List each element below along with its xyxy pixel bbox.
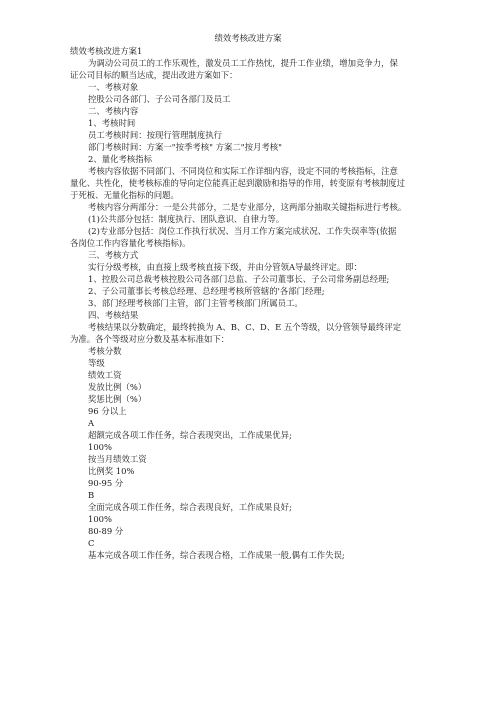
professional-part-line-2: 各岗位工作内容量化考核指标)。 xyxy=(70,238,191,248)
section-2-title: 二、考核内容 xyxy=(88,106,139,116)
indicator-paragraph-line-3: 于死板、无量化指标的问题。 xyxy=(70,190,179,200)
section-1-body: 控股公司各部门、子公司各部门及员工 xyxy=(88,94,231,104)
table-header-score: 考核分数 xyxy=(88,346,122,356)
row-c-score: 80-89 分 xyxy=(88,526,124,536)
row-b-score: 90-95 分 xyxy=(88,478,124,488)
intro-line-2: 证公司目标的顺当达成，提出改进方案如下： xyxy=(70,70,238,80)
table-header-grade: 等级 xyxy=(88,358,105,368)
indicator-paragraph-line-1: 考核内容依据不同部门、不同岗位和实际工作详细内容，设定不同的考核指标，注意 xyxy=(88,166,398,176)
method-line-3: 2、子公司董事长考核总经理、总经理考核所管辖的'各部门经理; xyxy=(88,286,325,296)
row-b-standard: 全面完成各项工作任务，综合表现良好，工作成果良好; xyxy=(88,502,292,512)
section-3-title: 三、考核方式 xyxy=(88,250,139,260)
row-b-grade: B xyxy=(88,490,95,500)
row-b-pay-ratio: 100% xyxy=(88,514,112,524)
result-paragraph-line-2: 为准。各个等级对应分数及基本标准如下： xyxy=(70,334,230,344)
content-parts-line: 考核内容分两部分：一是公共部分，二是专业部分，这两部分抽取关键指标进行考核。 xyxy=(88,202,407,212)
row-c-standard: 基本完成各项工作任务，综合表现合格，工作成果一般,偶有工作失误; xyxy=(88,550,345,560)
indicator-paragraph-line-2: 量化、共性化，使考核标准的导向定位能真正起到激励和指导的作用，转变原有考核制度过 xyxy=(70,178,405,188)
document-title: 绩效考核改进方案 xyxy=(214,33,282,43)
method-line-4: 3、部门经理考核部门主管，部门主管考核部门所属员工。 xyxy=(88,298,303,308)
department-review-time: 部门考核时间：方案一"按季考核" 方案二"按月考核" xyxy=(88,142,282,152)
intro-line-1: 为调动公司员工的工作乐观性，激发员工工作热忱，提升工作业绩，增加竞争力，保 xyxy=(88,58,398,68)
subsection-1-title: 1、考核时间 xyxy=(88,118,136,128)
subsection-2-title: 2、量化考核指标 xyxy=(88,154,152,164)
row-a-standard: 超额完成各项工作任务，综合表现突出，工作成果优异; xyxy=(88,430,292,440)
section-1-title: 一、考核对象 xyxy=(88,82,139,92)
row-a-pay-ratio: 100% xyxy=(88,442,112,452)
row-a-grade: A xyxy=(88,418,95,428)
table-header-pay-ratio: 发放比例（%） xyxy=(88,382,147,392)
row-c-grade: C xyxy=(88,538,95,548)
row-a-bonus-line-2: 比例奖 10% xyxy=(88,466,135,476)
table-header-pay: 绩效工资 xyxy=(88,370,122,380)
row-a-score: 96 分以上 xyxy=(88,406,127,416)
row-a-bonus-line-1: 按当月绩效工资 xyxy=(88,454,147,464)
employee-review-time: 员工考核时间：按现行管理制度执行 xyxy=(88,130,222,140)
section-4-title: 四、考核结果 xyxy=(88,310,139,320)
method-line-1: 实行分级考核，由直接上级考核直接下级，并由分管领A导最终评定。即： xyxy=(88,262,363,272)
result-paragraph-line-1: 考核结果以分数确定，最终转换为 A、B、C、D、E 五个等级，以分管领导最终评定 xyxy=(88,322,402,332)
public-part-line: (1)公共部分包括：制度执行、团队意识、自律力等。 xyxy=(88,214,285,224)
table-header-bonus-ratio: 奖惩比例（%） xyxy=(88,394,147,404)
professional-part-line-1: (2)专业部分包括：岗位工作执行状况、当月工作方案完成状况、工作失误率等(依据 xyxy=(88,226,397,236)
section-heading: 绩效考核改进方案1 xyxy=(70,46,143,56)
method-line-2: 1、控股公司总裁考核控股公司各部门总监、子公司董事长、子公司常务副总经理; xyxy=(88,274,390,284)
